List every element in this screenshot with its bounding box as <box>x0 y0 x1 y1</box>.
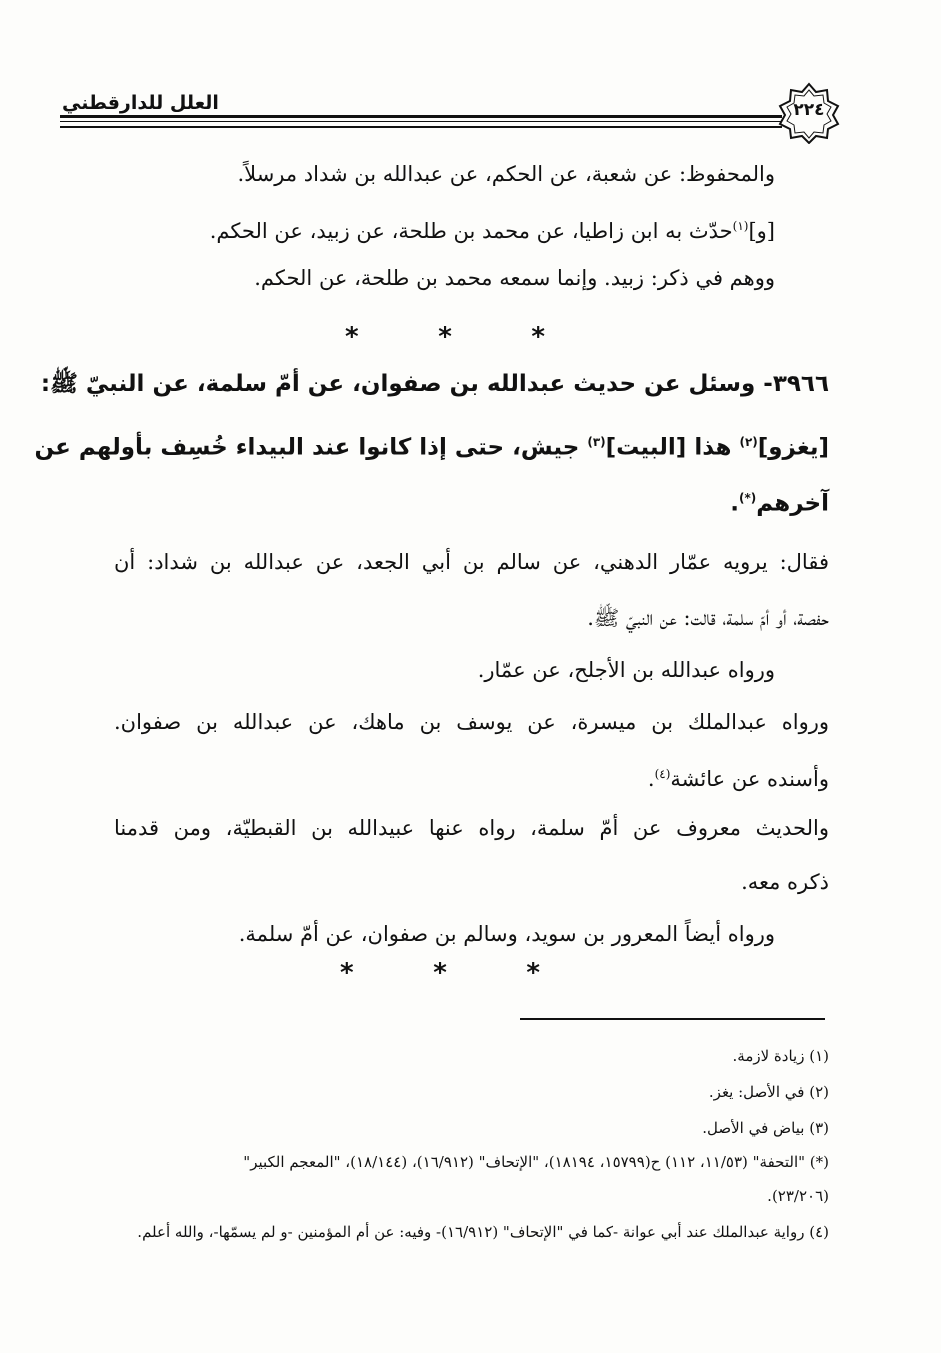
footnote-ref: (١) <box>732 219 749 233</box>
page-number: ٢٢٤ <box>793 100 825 120</box>
text-line: حفصة، أو أمّ سلمة، قالت: عن النبيّ ﷺ. <box>587 606 829 630</box>
section-separator: * * * <box>345 322 545 352</box>
header-rule <box>60 115 782 118</box>
text-line: فقال: يرويه عمّار الدهني، عن سالم بن أبي الجعد، عن عبدالله بن شداد: أن <box>114 550 829 574</box>
question-heading-line: ٣٩٦٦- وسئل عن حديث عبدالله بن صفوان، عن أمّ سلمة، عن النبيّ ﷺ: <box>40 371 829 397</box>
text-line: [و]$^{(١)}$حدّث به ابن زاطيا، عن محمد بن طلحة، عن زبيد، عن الحكم. <box>209 219 775 243</box>
footnote: (*) "التحفة" (١١/٥٣، ١١٢) ح(١٥٧٩٩، ١٨١٩٤)، "الإتحاف" (١٦/٩١٢)، (١٨/١٤٤)، "المعجم الكبير" <box>243 1153 829 1171</box>
text-line: ووهم في ذكر: زبيد. وإنما سمعه محمد بن طلحة، عن الحكم. <box>254 266 775 290</box>
footnote: (٣) بياض في الأصل. <box>702 1119 829 1137</box>
running-head-title: العلل للدارقطني <box>62 92 219 114</box>
text-line: ورواه أيضاً المعرور بن سويد، وسالم بن صفوان، عن أمّ سلمة. <box>238 922 775 946</box>
text-line: والمحفوظ: عن شعبة، عن الحكم، عن عبدالله بن شداد مرسلاً. <box>237 162 775 186</box>
footnote: (٢) في الأصل: يغز. <box>708 1083 829 1101</box>
footnote-rule <box>520 1018 825 1020</box>
text-line: والحديث معروف عن أمّ سلمة، رواه عنها عبيدالله بن القبطيّة، ومن قدمنا <box>114 816 829 840</box>
footnote-ref: (٣) <box>587 435 606 449</box>
footnote: (٤) رواية عبدالملك عند أبي عوانة -كما في "الإتحاف" (١٦/٩١٢)- وفيه: عن أم المؤمنين -و لم يسمّها-، والله أعلم. <box>137 1223 829 1241</box>
footnote-ref: (٤) <box>654 767 671 781</box>
header-rule <box>60 121 782 122</box>
text-line: ورواه عبدالملك بن ميسرة، عن يوسف بن ماهك، عن عبدالله بن صفوان. <box>114 710 829 734</box>
text-line: ذكره معه. <box>741 870 829 894</box>
question-heading-line: آخرهم(*). <box>730 490 829 517</box>
footnote: (١) زيادة لازمة. <box>732 1047 829 1065</box>
footnote: (٢٣/٢٠٦). <box>767 1187 829 1205</box>
section-separator: * * * <box>340 958 540 988</box>
footnote-ref: (٢) <box>739 435 758 449</box>
text-line: وأسنده عن عائشة$^{(٤)}$. <box>647 767 829 791</box>
header-rule <box>60 126 782 128</box>
text-line: ورواه عبدالله بن الأجلح، عن عمّار. <box>477 658 775 682</box>
footnote-ref: (*) <box>738 491 757 505</box>
question-heading-line: [يغزو]$^{(٢)}$ هذا [البيت]$^{(٣)}$ جيش، حتى إذا كانوا عند البيداء خُسِف بأولهم عن <box>34 434 829 461</box>
